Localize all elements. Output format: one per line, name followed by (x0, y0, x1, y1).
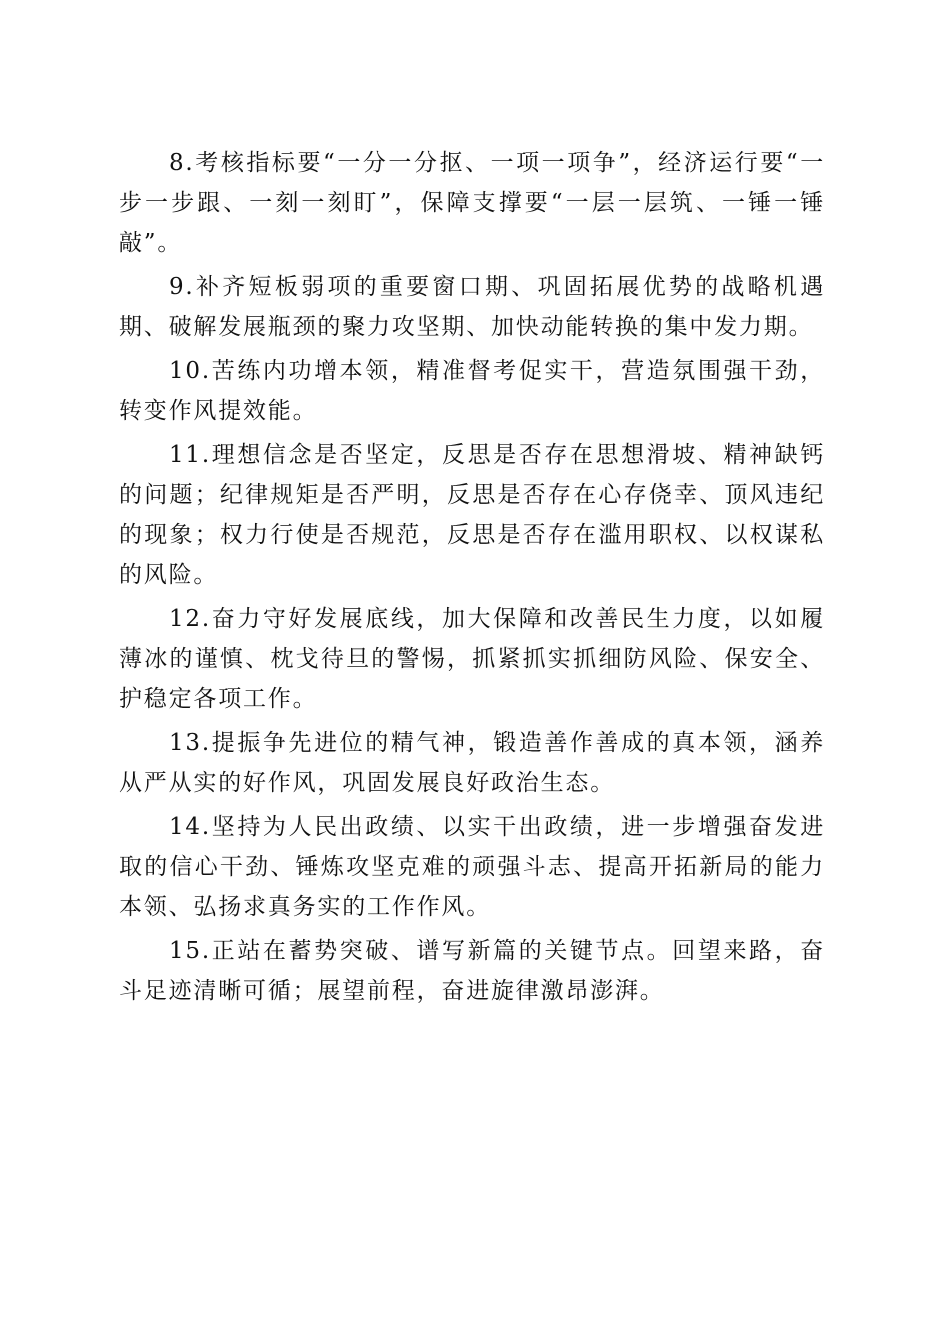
paragraph-15: 15.正站在蓄势突破、谱写新篇的关键节点。回望来路，奋斗足迹清晰可循；展望前程，奋进旋律激昂澎湃。 (119, 938, 825, 1004)
paragraph-10: 10.苦练内功增本领，精准督考促实干，营造氛围强干劲，转变作风提效能。 (119, 358, 825, 424)
paragraph-12: 12.奋力守好发展底线，加大保障和改善民生力度，以如履薄冰的谨慎、枕戈待旦的警惕，抓紧抓实抓细防风险、保安全、护稳定各项工作。 (119, 606, 825, 712)
paragraph-14: 14.坚持为人民出政绩、以实干出政绩，进一步增强奋发进取的信心干劲、锤炼攻坚克难的顽强斗志、提高开拓新局的能力本领、弘扬求真务实的工作作风。 (119, 814, 825, 920)
paragraph-11: 11.理想信念是否坚定，反思是否存在思想滑坡、精神缺钙的问题；纪律规矩是否严明，反思是否存在心存侥幸、顶风违纪的现象；权力行使是否规范，反思是否存在滥用职权、以权谋私的风险。 (119, 442, 825, 588)
document-body (119, 143, 825, 1015)
paragraph-13: 13.提振争先进位的精气神，锻造善作善成的真本领，涵养从严从实的好作风，巩固发展良好政治生态。 (119, 730, 825, 796)
paragraph-8: 8.考核指标要“一分一分抠、一项一项争”，经济运行要“一步一步跟、一刻一刻盯”，保障支撑要“一层一层筑、一锤一锤敲”。 (119, 150, 825, 256)
paragraph-9: 9.补齐短板弱项的重要窗口期、巩固拓展优势的战略机遇期、破解发展瓶颈的聚力攻坚期、加快动能转换的集中发力期。 (119, 274, 825, 340)
